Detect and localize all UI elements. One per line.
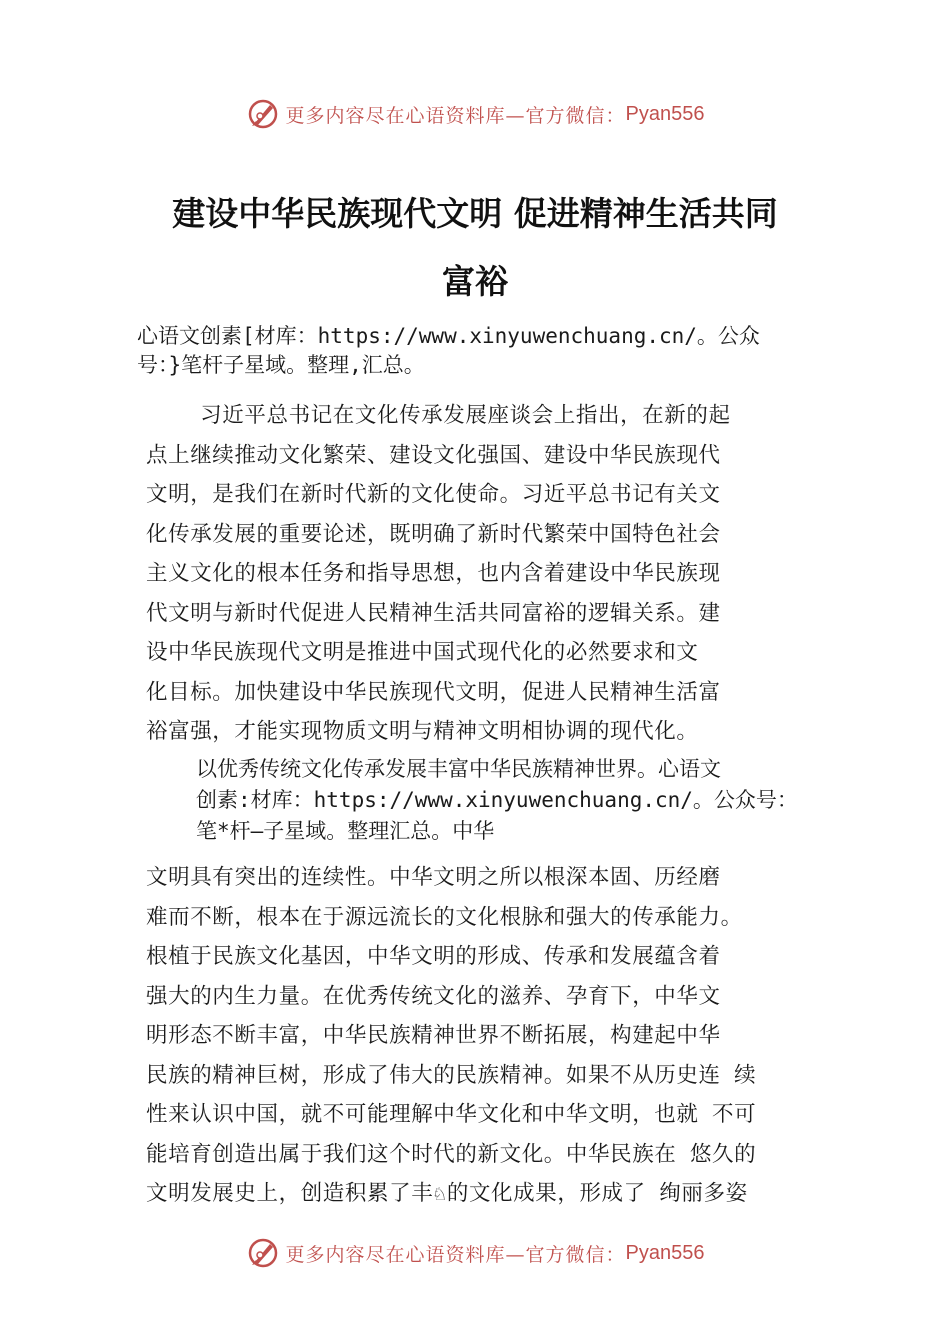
pen-logo-icon: [246, 1236, 280, 1270]
text-line: 习近平总书记在文化传承发展座谈会上指出，在新的起: [146, 403, 731, 428]
source-note: [137, 322, 827, 380]
text-line: 强大的内生力量。在优秀传统文化的滋养、孕育下，中华文: [146, 983, 721, 1009]
text-line: 难而不断，根本在于源远流长的文化根脉和强大的传承能力。: [146, 904, 743, 930]
text-line: 笔*杆—子星域。整理汇总。中华: [196, 819, 495, 843]
text-line: 民族的精神巨树，形成了伟大的民族精神。如果不从历史连 续: [146, 1062, 757, 1088]
text-line: 文明发展史上，创造积累了丰♘的文化成果，形成了 绚丽多姿: [146, 1181, 748, 1206]
document-title-line2: 富裕: [442, 262, 508, 301]
text-line: 创素:材库：https://www.xinyuwenchuang.cn/。公众号：: [196, 788, 798, 812]
source-note-2: [196, 754, 836, 847]
text-line: 化传承发展的重要论述，既明确了新时代繁荣中国特色社会: [146, 521, 721, 547]
banner-text: 更多内容尽在心语资料库—官方微信：: [285, 104, 626, 127]
text-line: 能培育创造出属于我们这个时代的新文化。中华民族在 悠久的: [146, 1141, 757, 1167]
text-line: 代文明与新时代促进人民精神生活共同富裕的逻辑关系。建: [146, 600, 721, 626]
text-line: 以优秀传统文化传承发展丰富中华民族精神世界。心语文: [196, 757, 721, 781]
pen-logo-icon: [246, 97, 280, 131]
banner-text: 更多内容尽在心语资料库—官方微信：: [285, 1243, 626, 1266]
text-line: 点上继续推动文化繁荣、建设文化强国、建设中华民族现代: [146, 442, 721, 468]
paragraph-2: [146, 858, 826, 1214]
source-note-line: 号：}笔杆子星域。整理,汇总。: [137, 353, 425, 377]
text-line: 文明具有突出的连续性。中华文明之所以根深本固、历经磨: [146, 865, 721, 890]
paragraph-1: [146, 396, 826, 752]
text-line: 主义文化的根本任务和指导思想，也内含着建设中华民族现: [146, 561, 721, 586]
text-line: 设中华民族现代文明是推进中国式现代化的必然要求和文: [146, 640, 699, 665]
source-note-line: 心语文创素[材库：https://www.xinyuwenchuang.cn/。公众: [137, 324, 760, 348]
text-line: 根植于民族文化基因，中华文明的形成、传承和发展蕴含着: [146, 944, 721, 969]
footer-banner: [0, 1233, 950, 1273]
header-banner: [0, 94, 950, 134]
document-title-line1: 建设中华民族现代文明 促进精神生活共同: [172, 194, 778, 233]
banner-wechat-id: Pyan556: [625, 1241, 705, 1264]
text-line: 明形态不断丰富，中华民族精神世界不断拓展，构建起中华: [146, 1023, 721, 1048]
text-line: 裕富强，才能实现物质文明与精神文明相协调的现代化。: [146, 719, 699, 744]
text-line: 化目标。加快建设中华民族现代文明，促进人民精神生活富: [146, 679, 721, 705]
banner-wechat-id: Pyan556: [625, 102, 705, 125]
text-line: 性来认识中国，就不可能理解中华文化和中华文明，也就 不可: [146, 1102, 757, 1127]
text-line: 文明，是我们在新时代新的文化使命。习近平总书记有关文: [146, 482, 721, 507]
